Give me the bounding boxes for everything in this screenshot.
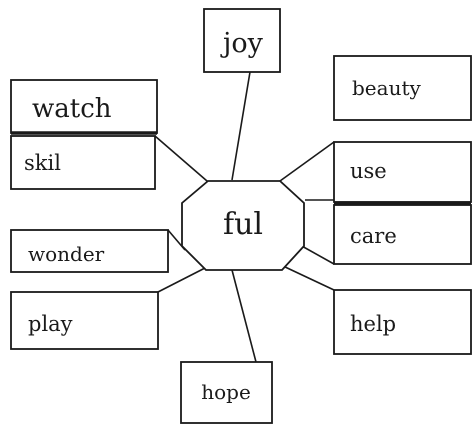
word-label-help: help — [350, 312, 397, 336]
connector-help-a — [283, 266, 334, 290]
word-label-joy: joy — [223, 28, 263, 59]
word-label-watch: watch — [32, 94, 112, 124]
connector-help-b — [300, 245, 334, 264]
word-label-use: use — [350, 159, 387, 183]
word-label-care: care — [350, 224, 397, 248]
word-label-wonder: wonder — [28, 242, 105, 266]
center-label: ful — [222, 207, 264, 242]
word-label-hope: hope — [201, 380, 251, 404]
connector-use — [280, 142, 334, 181]
word-label-play: play — [28, 312, 73, 336]
connector-joy — [232, 72, 250, 180]
word-label-skil: skil — [24, 151, 61, 175]
word-label-beauty: beauty — [352, 76, 421, 100]
connector-skil — [155, 136, 207, 181]
connector-hope — [232, 270, 256, 362]
